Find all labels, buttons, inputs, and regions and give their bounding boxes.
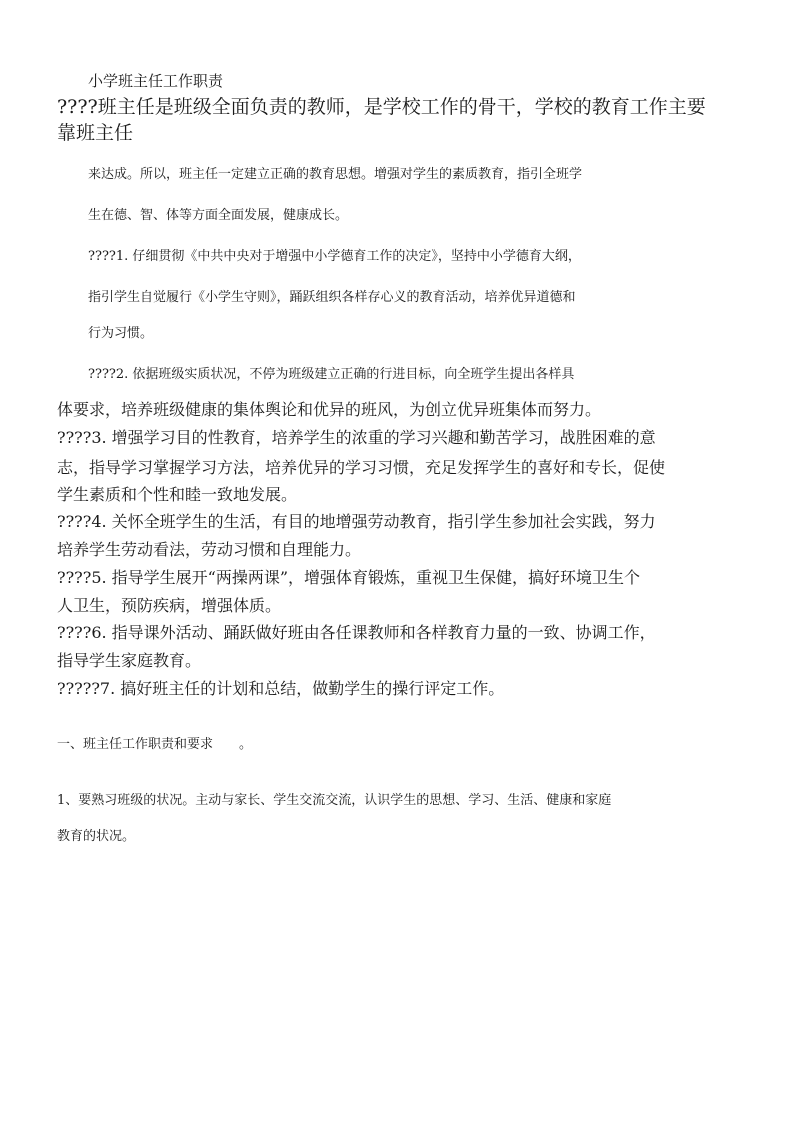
paragraph-line: ????2. 依据班级实质状况，不停为班级建立正确的行进目标，向全班学生提出各样具 xyxy=(88,367,575,382)
paragraph-line: ????6. 指导课外活动、踊跃做好班由各任课教师和各样教育力量的一致、协调工作， xyxy=(57,623,656,642)
paragraph-line: 学生素质和个性和睦一致地发展。 xyxy=(57,485,298,504)
paragraph-line: 培养学生劳动看法，劳动习惯和自理能力。 xyxy=(57,540,362,559)
paragraph-line: 志，指导学习掌握学习方法，培养优异的学习习惯，充足发挥学生的喜好和专长，促使 xyxy=(57,458,666,477)
paragraph-line: 教育的状况。 xyxy=(57,829,136,844)
paragraph-line: 体要求，培养班级健康的集体舆论和优异的班风，为创立优异班集体而努力。 xyxy=(57,400,602,419)
paragraph-line: 人卫生，预防疾病，增强体质。 xyxy=(57,596,282,615)
paragraph-line: ?????7. 搞好班主任的计划和总结，做勤学生的操行评定工作。 xyxy=(57,679,505,698)
paragraph-line: 来达成。所以，班主任一定建立正确的教育思想。增强对学生的素质教育，指引全班学 xyxy=(88,167,583,182)
paragraph-line: 指引学生自觉履行《小学生守则》，踊跃组织各样存心义的教育活动，培养优异道德和 xyxy=(88,290,576,305)
document-title: 小学班主任工作职责 xyxy=(88,72,224,90)
paragraph-line: 行为习惯。 xyxy=(88,326,154,341)
paragraph-line: ????1. 仔细贯彻《中共中央对于增强中小学德育工作的决定》，坚持中小学德育大纲， xyxy=(88,249,581,264)
paragraph-line: ????班主任是班级全面负责的教师，是学校工作的骨干，学校的教育工作主要 xyxy=(57,96,706,118)
paragraph-line: ????3. 增强学习目的性教育，培养学生的浓重的学习兴趣和勤苦学习，战胜困难的意 xyxy=(57,428,656,447)
paragraph-line: 指导学生家庭教育。 xyxy=(57,651,202,670)
paragraph-line: ????5. 指导学生展开“两操两课”，增强体育锻炼，重视卫生保健，搞好环境卫生个 xyxy=(57,568,641,587)
paragraph-line: 靠班主任 xyxy=(57,122,134,144)
paragraph-line: 生在德、智、体等方面全面发展，健康成长。 xyxy=(88,208,349,223)
section-heading: 一、班主任工作职责和要求 。 xyxy=(57,737,253,752)
paragraph-line: ????4. 关怀全班学生的生活，有目的地增强劳动教育，指引学生参加社会实践，努力 xyxy=(57,512,656,531)
paragraph-line: 1、要熟习班级的状况。主动与家长、学生交流交流，认识学生的思想、学习、生活、健康和家庭 xyxy=(57,793,612,808)
